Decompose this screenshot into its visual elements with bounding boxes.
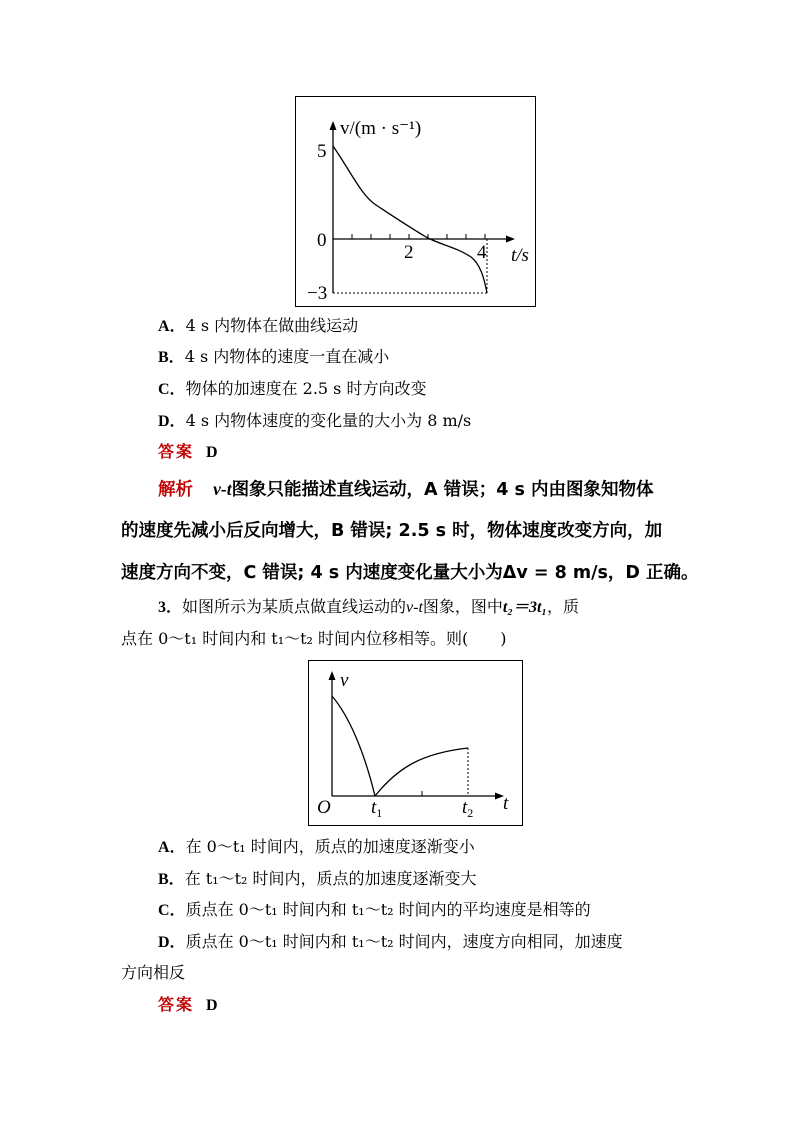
vt-term: v-t xyxy=(213,479,232,499)
option-text: 在 t₁～t₂ 时间内，质点的加速度逐渐变大 xyxy=(184,869,477,888)
option-text: 质点在 0～t₁ 时间内和 t₁～t₂ 时间内，速度方向相同，加速度 xyxy=(185,932,623,951)
answer-value: D xyxy=(206,997,218,1014)
q2-answer xyxy=(158,442,218,463)
q2-analysis-line-1 xyxy=(158,478,653,501)
y-axis-arrow-icon xyxy=(329,671,336,680)
option-label: A． xyxy=(158,318,186,335)
stem-equation: t₂＝3t₁ xyxy=(502,599,547,616)
answer-key: 答案 xyxy=(158,995,195,1014)
y-axis-label: v/(m · s⁻¹) xyxy=(340,118,422,139)
q3-option-a[interactable] xyxy=(158,837,475,858)
tick-t2: $t_2$ xyxy=(462,797,474,820)
q2-analysis-line-3 xyxy=(121,562,699,584)
stem-text: 点在 0～t₁ 时间内和 t₁～t₂ 时间内位移相等。则( ) xyxy=(121,629,507,648)
option-text: 在 0～t₁ 时间内，质点的加速度逐渐变小 xyxy=(185,837,475,856)
tick-t1: $t_1$ xyxy=(371,797,383,820)
q3-stem-line-2 xyxy=(121,629,507,649)
q3-option-d[interactable] xyxy=(158,932,623,953)
q3-option-b[interactable] xyxy=(158,869,477,890)
q2-option-c[interactable] xyxy=(158,379,426,400)
option-label: B． xyxy=(158,871,185,888)
velocity-curve-decel xyxy=(332,696,375,796)
tick-origin: 0 xyxy=(317,230,327,251)
option-text: 方向相反 xyxy=(121,963,186,982)
analysis-text: 速度方向不变，C 错误; 4 s 内速度变化量大小为Δv = 8 m/s，D 正确。 xyxy=(121,563,699,583)
option-label: D． xyxy=(158,413,186,430)
q2-analysis-line-2 xyxy=(121,520,662,542)
option-text: 物体的加速度在 2.5 s 时方向改变 xyxy=(185,379,427,398)
tick-y-minus-3: −3 xyxy=(307,283,328,304)
stem-text: 图象，图中 xyxy=(422,597,503,616)
origin-label: O xyxy=(317,797,331,818)
option-label: C． xyxy=(158,381,186,398)
option-label: B． xyxy=(158,349,185,366)
q2-option-b[interactable] xyxy=(158,347,389,368)
option-text: 质点在 0～t₁ 时间内和 t₁～t₂ 时间内的平均速度是相等的 xyxy=(185,900,591,919)
q2-option-a[interactable] xyxy=(158,316,358,337)
x-axis-arrow-icon xyxy=(506,236,515,243)
q3-option-c[interactable] xyxy=(158,900,591,921)
option-text: 4 s 内物体速度的变化量的大小为 8 m/s xyxy=(185,411,472,430)
q3-answer xyxy=(158,995,218,1016)
analysis-text: 图象只能描述直线运动，A 错误；4 s 内由图象知物体 xyxy=(231,480,654,500)
option-label: A． xyxy=(158,839,186,856)
y-axis-arrow-icon xyxy=(330,121,337,130)
q2-option-d[interactable] xyxy=(158,411,471,432)
q3-option-d-continued xyxy=(121,963,185,983)
figure-vt-graph-2 xyxy=(308,660,523,826)
figure-1-svg xyxy=(296,97,535,306)
answer-value: D xyxy=(206,444,218,461)
figure-2-svg xyxy=(309,661,522,825)
velocity-curve xyxy=(333,146,487,293)
answer-key: 答案 xyxy=(158,442,195,461)
option-text: 4 s 内物体在做曲线运动 xyxy=(185,316,359,335)
figure-vt-graph-1 xyxy=(295,96,536,307)
analysis-key: 解析 xyxy=(158,480,193,500)
option-label: C． xyxy=(158,902,186,919)
y-axis-label: v xyxy=(340,670,349,691)
question-number: 3． xyxy=(158,599,183,616)
stem-text: 如图所示为某质点做直线运动的 xyxy=(182,597,407,616)
option-text: 4 s 内物体的速度一直在减小 xyxy=(184,347,390,366)
vt-term: v-t xyxy=(406,599,423,616)
analysis-text: 的速度先减小后反向增大，B 错误; 2.5 s 时，物体速度改变方向，加 xyxy=(121,521,663,541)
option-label: D． xyxy=(158,934,186,951)
velocity-curve-accel xyxy=(375,748,468,796)
stem-text: ，质 xyxy=(546,597,579,616)
x-ticks xyxy=(352,234,485,239)
tick-x-2: 2 xyxy=(404,242,414,263)
q3-stem-line-1 xyxy=(158,597,579,618)
tick-y-5: 5 xyxy=(317,141,327,162)
x-axis-label: t/s xyxy=(511,245,529,266)
x-axis-label: t xyxy=(503,793,509,814)
tick-x-4: 4 xyxy=(477,242,487,263)
